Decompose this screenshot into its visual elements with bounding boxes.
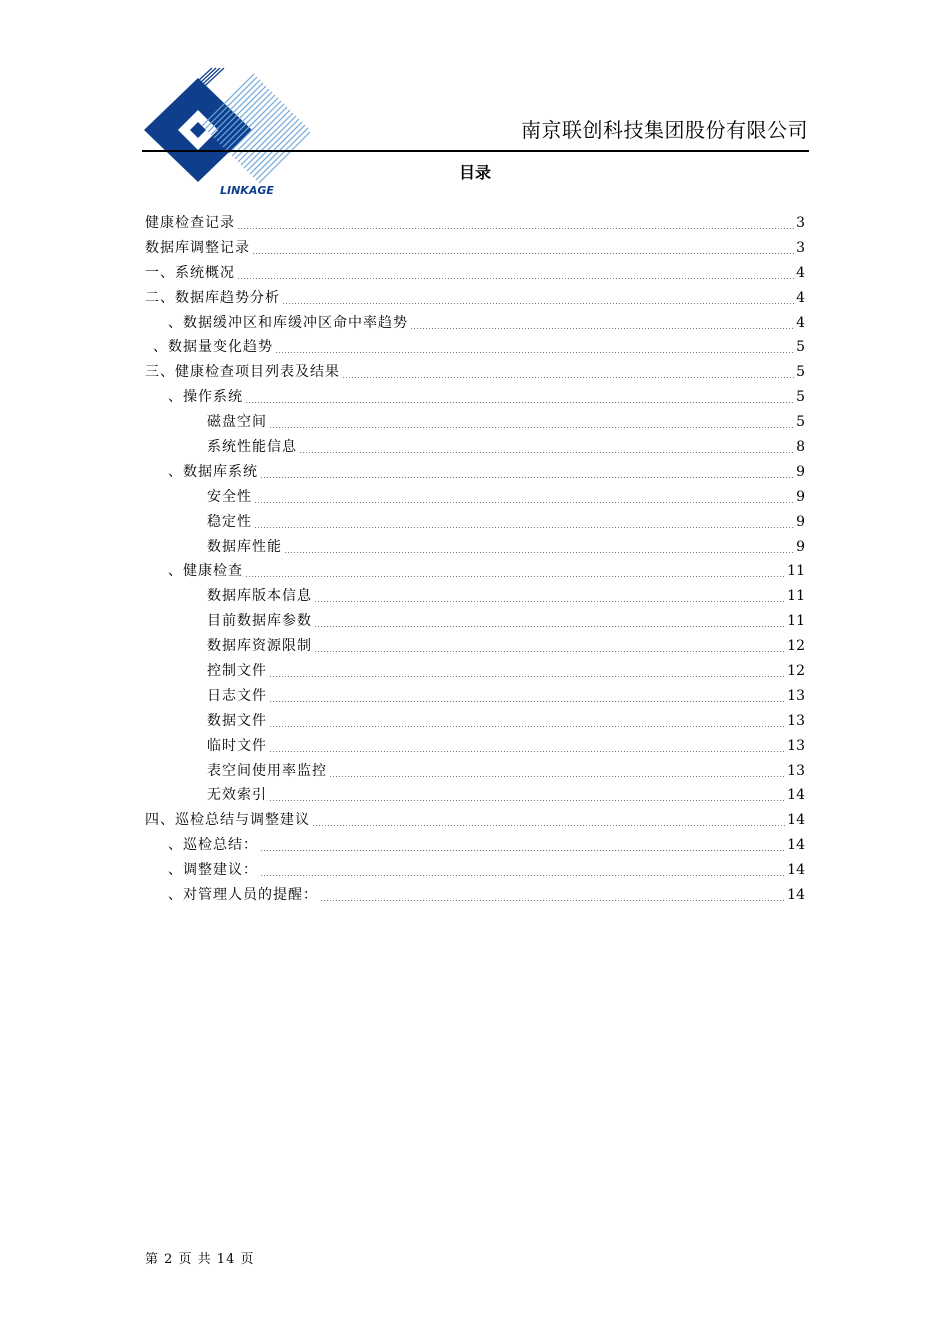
toc-leader-dots (269, 751, 785, 752)
toc-entry-page[interactable]: 4 (796, 314, 805, 331)
toc-entry[interactable] (145, 261, 805, 286)
toc-entry-label[interactable]: 一、系统概况 (145, 264, 235, 281)
toc-entry-page[interactable]: 5 (796, 389, 805, 406)
toc-entry[interactable] (145, 335, 805, 360)
toc-entry[interactable] (145, 435, 805, 460)
toc-entry-label[interactable]: 表空间使用率监控 (207, 762, 327, 779)
toc-entry-label[interactable]: 数据库版本信息 (207, 588, 312, 605)
toc-entry[interactable] (145, 684, 805, 709)
toc-entry-label[interactable]: 磁盘空间 (207, 414, 267, 431)
toc-entry[interactable] (145, 609, 805, 634)
toc-entry-label[interactable]: 、数据量变化趋势 (153, 339, 273, 356)
toc-entry-label[interactable]: 无效索引 (207, 787, 267, 804)
toc-entry-page[interactable]: 11 (787, 588, 805, 605)
toc-entry-label[interactable]: 、健康检查 (168, 563, 243, 580)
toc-entry[interactable] (145, 236, 805, 261)
page-footer: 第 2 页 共 14 页 (145, 1252, 255, 1267)
toc-entry[interactable] (145, 858, 805, 883)
toc-entry-page[interactable]: 11 (787, 563, 805, 580)
toc-entry-page[interactable]: 14 (787, 887, 805, 904)
toc-entry[interactable] (145, 385, 805, 410)
toc-entry[interactable] (145, 360, 805, 385)
toc-entry[interactable] (145, 211, 805, 236)
toc-entry-page[interactable]: 12 (787, 663, 805, 680)
toc-leader-dots (260, 850, 785, 851)
toc-leader-dots (282, 303, 794, 304)
toc-entry-page[interactable]: 3 (796, 215, 805, 231)
toc-leader-dots (269, 701, 785, 702)
toc-entry-page[interactable]: 13 (787, 737, 805, 754)
toc-entry-page[interactable]: 4 (796, 289, 805, 306)
toc-entry-label[interactable]: 目前数据库参数 (207, 613, 312, 630)
toc-leader-dots (275, 352, 794, 353)
toc-entry-label[interactable]: 数据库性能 (207, 538, 282, 555)
toc-entry-label[interactable]: 二、数据库趋势分析 (145, 289, 280, 306)
toc-entry-page[interactable]: 13 (787, 762, 805, 779)
header-rule (142, 150, 809, 152)
toc-leader-dots (269, 800, 785, 801)
toc-entry-label[interactable]: 、数据缓冲区和库缓冲区命中率趋势 (168, 314, 408, 331)
toc-entry-page[interactable]: 5 (796, 339, 805, 356)
toc-entry-page[interactable]: 8 (796, 439, 805, 456)
toc-leader-dots (252, 253, 794, 254)
toc-leader-dots (410, 328, 794, 329)
toc-entry[interactable] (145, 485, 805, 510)
toc-entry-label[interactable]: 安全性 (207, 488, 252, 505)
toc-entry-page[interactable]: 14 (787, 862, 805, 879)
toc-entry[interactable] (145, 883, 805, 908)
toc-entry-label[interactable]: 系统性能信息 (207, 439, 297, 456)
toc-entry-page[interactable]: 5 (796, 414, 805, 431)
toc-leader-dots (329, 776, 785, 777)
toc-leader-dots (269, 676, 785, 677)
toc-entry-label[interactable]: 、数据库系统 (168, 463, 258, 480)
toc-entry-page[interactable]: 3 (796, 239, 805, 256)
toc-entry[interactable] (145, 460, 805, 485)
toc-entry-page[interactable]: 5 (796, 364, 805, 381)
toc-entry[interactable] (145, 759, 805, 784)
toc-entry-label[interactable]: 控制文件 (207, 663, 267, 680)
toc-entry-label[interactable]: 稳定性 (207, 513, 252, 530)
toc-leader-dots (245, 576, 785, 577)
toc-entry-page[interactable]: 13 (787, 687, 805, 704)
toc-entry[interactable] (145, 808, 805, 833)
toc-entry[interactable] (145, 634, 805, 659)
toc-entry-label[interactable]: 数据文件 (207, 712, 267, 729)
toc-entry-page[interactable]: 12 (787, 638, 805, 655)
toc-entry-label[interactable]: 数据库调整记录 (145, 239, 250, 256)
toc-leader-dots (245, 402, 794, 403)
toc-entry[interactable] (145, 286, 805, 311)
toc-leader-dots (312, 825, 785, 826)
toc-entry-page[interactable]: 14 (787, 812, 805, 829)
toc-entry-label[interactable]: 日志文件 (207, 687, 267, 704)
toc-entry-page[interactable]: 4 (796, 264, 805, 281)
toc-entry-label[interactable]: 、对管理人员的提醒： (168, 887, 318, 904)
toc-entry[interactable] (145, 734, 805, 759)
toc-entry[interactable] (145, 584, 805, 609)
toc-leader-dots (320, 900, 785, 901)
toc-leader-dots (237, 278, 794, 279)
toc-entry-page[interactable]: 11 (787, 613, 805, 630)
toc-entry-label[interactable]: 健康检查记录 (145, 215, 235, 231)
company-name: 南京联创科技集团股份有限公司 (521, 118, 808, 142)
toc-leader-dots (254, 527, 794, 528)
toc-leader-dots (284, 552, 794, 553)
toc-entry-label[interactable]: 、操作系统 (168, 389, 243, 406)
toc-entry-page[interactable]: 9 (796, 488, 805, 505)
toc-entry[interactable] (145, 833, 805, 858)
toc-leader-dots (314, 601, 785, 602)
toc-entry[interactable] (145, 535, 805, 560)
toc-entry-label[interactable]: 四、巡检总结与调整建议 (145, 812, 310, 829)
toc-entry[interactable] (145, 659, 805, 684)
toc-entry-page[interactable]: 9 (796, 463, 805, 480)
toc-entry[interactable] (145, 783, 805, 808)
toc-entry-page[interactable]: 14 (787, 837, 805, 854)
toc-leader-dots (314, 626, 785, 627)
toc-title: 目录 (458, 163, 491, 182)
toc-leader-dots (260, 875, 785, 876)
toc-entry-page[interactable]: 14 (787, 787, 805, 804)
toc-leader-dots (254, 502, 794, 503)
toc-leader-dots (342, 377, 794, 378)
toc-leader-dots (269, 726, 785, 727)
toc-entry[interactable] (145, 510, 805, 535)
toc-entry-label[interactable]: 、调整建议： (168, 862, 258, 879)
toc-entry-label[interactable]: 三、健康检查项目列表及结果 (145, 364, 340, 381)
toc-leader-dots (260, 477, 794, 478)
toc-entry-page[interactable]: 13 (787, 712, 805, 729)
toc-entry-page[interactable]: 9 (796, 513, 805, 530)
toc-leader-dots (269, 427, 794, 428)
logo-wordmark: LINKAGE (220, 184, 274, 197)
toc-entry-label[interactable]: 、巡检总结： (168, 837, 258, 854)
toc-entry[interactable] (145, 410, 805, 435)
toc-entry[interactable] (145, 709, 805, 734)
table-of-contents (145, 211, 805, 908)
toc-entry[interactable] (145, 311, 805, 336)
toc-entry[interactable] (145, 559, 805, 584)
toc-leader-dots (299, 452, 794, 453)
toc-leader-dots (314, 651, 785, 652)
toc-entry-page[interactable]: 9 (796, 538, 805, 555)
toc-entry-label[interactable]: 数据库资源限制 (207, 638, 312, 655)
toc-leader-dots (237, 228, 794, 229)
toc-entry-label[interactable]: 临时文件 (207, 737, 267, 754)
